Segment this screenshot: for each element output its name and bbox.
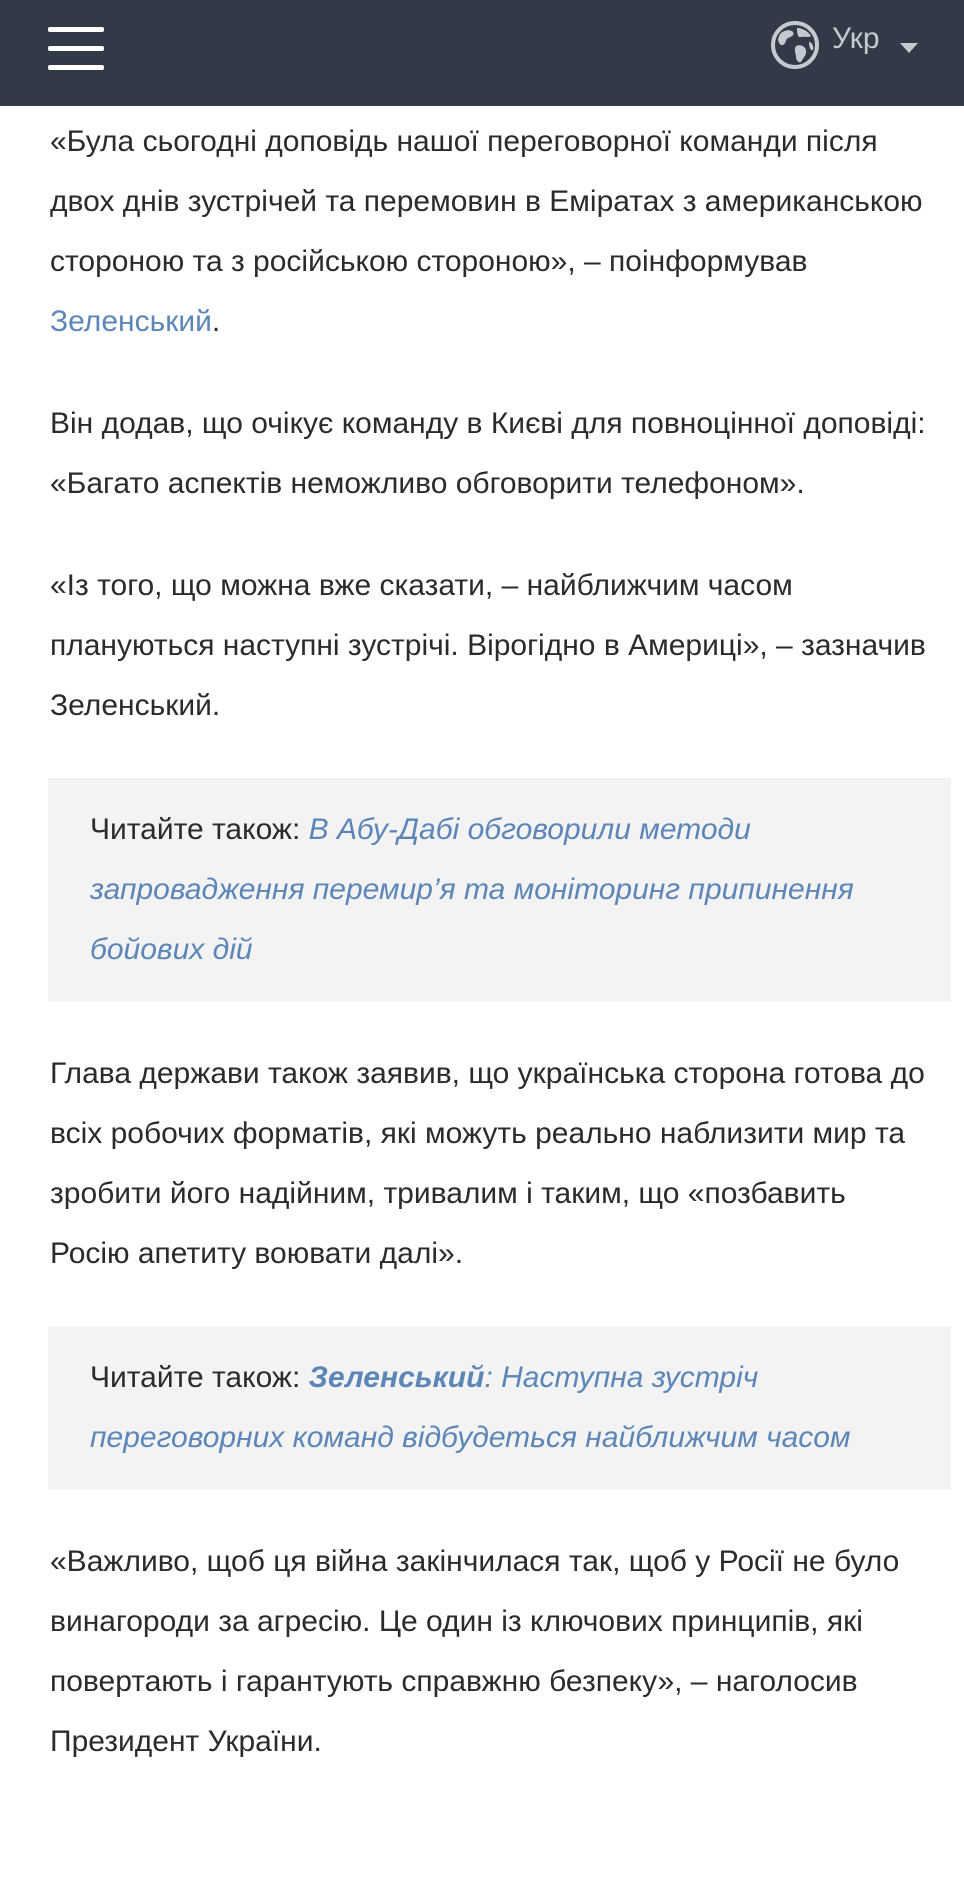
caret-down-icon [900, 43, 918, 53]
article-body [50, 112, 926, 1814]
language-label: Укр [832, 22, 880, 55]
menu-bar-line [48, 65, 104, 70]
zelensky-link[interactable]: Зеленський [50, 305, 212, 338]
read-also-link-bold: Зеленський [308, 1361, 485, 1394]
read-also-label: Читайте також: [90, 813, 309, 846]
paragraph-text: «Була сьогодні доповідь нашої переговорної команди після двох днів зустрічей та перемовин в Еміратах з американською стороною та з російською стороною», – поінформував [50, 125, 923, 278]
article-paragraph: «Важливо, щоб ця війна закінчилася так, щоб у Росії не було винагороди за агресію. Це один із ключових принципів, які повертають і гарантують справжню безпеку», – наголосив Президент України. [50, 1545, 900, 1758]
read-also-link-rest: : Наступна зустріч переговорних команд відбудеться найближчим часом [90, 1361, 851, 1454]
article-paragraph: Він додав, що очікує команду в Києві для повноцінної доповіді: «Багато аспектів неможливо обговорити телефоном». [50, 407, 926, 500]
article-paragraph [50, 112, 926, 352]
language-selector[interactable] [770, 20, 918, 70]
article-paragraph: «Із того, що можна вже сказати, – найближчим часом плануються наступні зустрічі. Вірогідно в Америці», – зазначив Зеленський. [50, 569, 926, 722]
top-navigation-bar [0, 0, 964, 106]
menu-bar-line [48, 46, 104, 51]
menu-bar-line [48, 27, 104, 32]
globe-icon [770, 20, 820, 70]
hamburger-menu-icon[interactable] [48, 27, 104, 69]
read-also-box [48, 1326, 951, 1490]
read-also-label: Читайте також: [90, 1361, 309, 1394]
paragraph-text: . [211, 305, 221, 338]
article-paragraph: Глава держави також заявив, що українська сторона готова до всіх робочих форматів, які можуть реально наблизити мир та зробити його надійним, тривалим і таким, що «позбавить Росію апетиту воювати далі». [50, 1057, 925, 1270]
read-also-link[interactable]: В Абу-Дабі обговорили методи запровадження перемир’я та моніторинг припинення бойових дій [90, 813, 854, 966]
read-also-box [48, 778, 951, 1002]
